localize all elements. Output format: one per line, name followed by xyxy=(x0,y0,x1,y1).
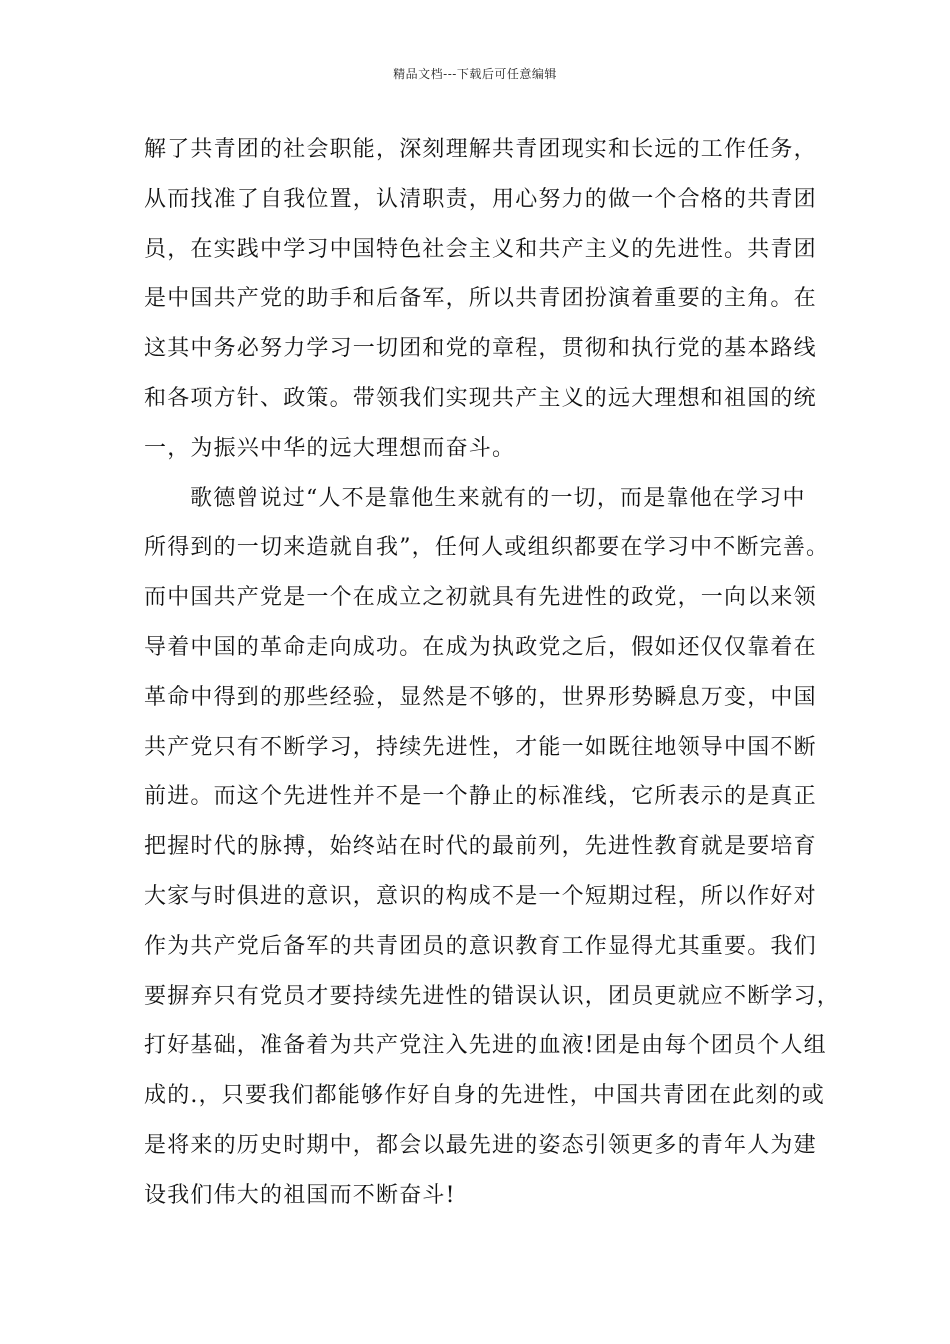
text-line: 这其中务必努力学习一切团和党的章程，贯彻和执行党的基本路线 xyxy=(144,336,817,362)
text-line: 设我们伟大的祖国而不断奋斗! xyxy=(144,1182,456,1208)
text-line: 所得到的一切来造就自我”，任何人或组织都要在学习中不断完善。 xyxy=(144,535,830,561)
text-line: 一，为振兴中华的远大理想而奋斗。 xyxy=(144,435,516,461)
text-line: 员，在实践中学习中国特色社会主义和共产主义的先进性。共青团 xyxy=(144,236,817,262)
page-header: 精品文档---下载后可任意编辑 xyxy=(393,67,557,81)
text-line: 成的.，只要我们都能够作好自身的先进性，中国共青团在此刻的或 xyxy=(144,1083,825,1109)
text-line: 是中国共产党的助手和后备军，所以共青团扮演着重要的主角。在 xyxy=(144,286,817,312)
text-line: 把握时代的脉搏，始终站在时代的最前列，先进性教育就是要培育 xyxy=(144,834,817,860)
paragraph-first-line: 歌德曾说过“人不是靠他生来就有的一切，而是靠他在学习中 xyxy=(190,485,806,511)
text-line: 导着中国的革命走向成功。在成为执政党之后，假如还仅仅靠着在 xyxy=(144,634,817,660)
text-line: 和各项方针、政策。带领我们实现共产主义的远大理想和祖国的统 xyxy=(144,385,817,411)
text-line: 革命中得到的那些经验，显然是不够的，世界形势瞬息万变，中国 xyxy=(144,684,817,710)
text-line: 从而找准了自我位置，认清职责，用心努力的做一个合格的共青团 xyxy=(144,186,817,212)
text-line: 作为共产党后备军的共青团员的意识教育工作显得尤其重要。我们 xyxy=(144,933,817,959)
document-body xyxy=(144,136,841,1232)
text-line: 是将来的历史时期中，都会以最先进的姿态引领更多的青年人为建 xyxy=(144,1132,817,1158)
text-line: 要摒弃只有党员才要持续先进性的错误认识，团员更就应不断学习， xyxy=(144,983,841,1009)
text-line: 前进。而这个先进性并不是一个静止的标准线，它所表示的是真正 xyxy=(144,784,817,810)
text-line: 共产党只有不断学习，持续先进性，才能一如既往地领导中国不断 xyxy=(144,734,817,760)
text-line: 大家与时俱进的意识，意识的构成不是一个短期过程，所以作好对 xyxy=(144,883,817,909)
text-line: 打好基础，准备着为共产党注入先进的血液!团是由每个团员个人组 xyxy=(144,1033,827,1059)
text-line: 解了共青团的社会职能，深刻理解共青团现实和长远的工作任务， xyxy=(144,137,817,162)
text-line: 而中国共产党是一个在成立之初就具有先进性的政党，一向以来领 xyxy=(144,585,817,611)
